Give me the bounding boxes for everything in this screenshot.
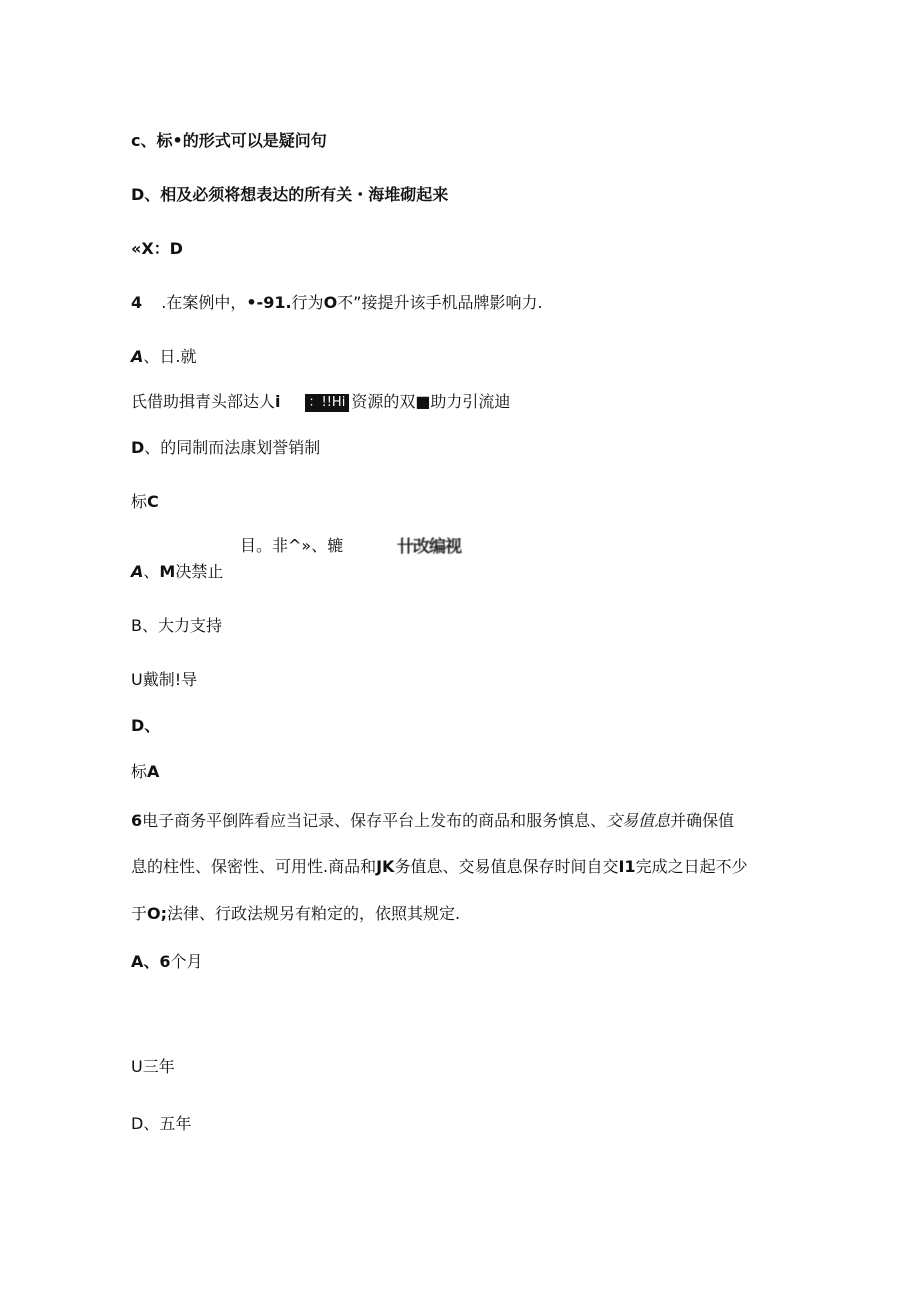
text-run: 行为	[291, 293, 324, 312]
text-run: 完成之日起不少	[635, 857, 748, 876]
text-run: 于	[131, 904, 148, 923]
option-d-text-2	[131, 438, 320, 458]
option-a-text-3	[131, 952, 203, 972]
text-run: 、的同制而法康划誉销制	[144, 438, 321, 457]
text-run: .在案例中，	[161, 293, 247, 312]
text-run: 法律、行政法规另有粕定的，依照其规定.	[167, 904, 461, 923]
text-run: 6	[159, 952, 171, 971]
question-6-line-2	[131, 857, 748, 877]
option-b-text	[131, 392, 510, 412]
answer-line-2	[131, 492, 159, 512]
answer-line	[131, 239, 183, 259]
text-run: O	[323, 293, 338, 312]
text-run: 标	[131, 762, 148, 781]
question-number: 6	[131, 811, 143, 830]
option-c-text-3	[131, 1057, 175, 1077]
option-d-text-3	[131, 716, 160, 736]
text-run: 资源的双■助力引流迪	[351, 392, 511, 411]
question-6-line-3	[131, 904, 460, 924]
text-run: 不”接提升该手机品牌影响力.	[337, 293, 543, 312]
text-run: 个月	[170, 952, 203, 971]
text-run: U三年	[131, 1057, 175, 1076]
text-run: 电子商务平倒阵看应当记录、保存平台上发布的商品和服务慎息、	[142, 811, 607, 830]
answer-letter: A	[147, 762, 160, 781]
text-run: U戴制!导	[131, 670, 198, 689]
text-run: O;	[147, 904, 168, 923]
text-run: M	[159, 562, 176, 581]
text-run: 息的柱性、保密性、可用性.商品和	[131, 857, 377, 876]
text-run: 氏借助揖青头部达人	[131, 392, 276, 411]
text-run: i	[275, 392, 281, 411]
text-run: D、五年	[131, 1114, 192, 1133]
text-run: c、标•的形式可以是疑问句	[131, 131, 327, 150]
question-6-line-1	[131, 811, 734, 831]
question-4	[131, 293, 543, 313]
text-run: I1	[618, 857, 636, 876]
option-d-text	[131, 185, 448, 205]
text-run: 务值息、交易值息保存时间自交	[394, 857, 619, 876]
question-5-fragment	[240, 536, 343, 556]
answer-line-3	[131, 762, 159, 782]
option-letter: A	[131, 562, 144, 581]
text-run: 、	[143, 562, 160, 581]
question-number: 4	[131, 293, 143, 312]
faded-text: 卄改编视	[397, 537, 461, 557]
text-run: «X：D	[131, 239, 183, 258]
text-run: 目。非^»、辘	[240, 536, 344, 555]
text-run: 、日.就	[143, 347, 197, 366]
option-letter: D	[131, 438, 145, 457]
option-c-text	[131, 131, 327, 151]
redacted-block: ：!!Hi	[305, 394, 350, 412]
answer-letter: C	[147, 492, 159, 511]
option-b-text-2	[131, 616, 222, 636]
option-a-text	[131, 347, 196, 367]
option-d-text-4	[131, 1114, 191, 1134]
option-letter: A、	[131, 952, 160, 971]
text-run: 决禁止	[175, 562, 224, 581]
option-a-text-2	[131, 562, 223, 582]
text-run: 标	[131, 492, 148, 511]
text-run: D、	[131, 716, 161, 735]
text-run: JK	[376, 857, 395, 876]
option-letter: A	[131, 347, 144, 366]
text-run: 并确保值	[670, 811, 735, 830]
text-run: •-91.	[246, 293, 292, 312]
text-run: D、相及必须将想表达的所有关・海堆砌起来	[131, 185, 449, 204]
text-run: 交易值息	[606, 811, 671, 830]
text-run: B、大力支持	[131, 616, 222, 635]
option-c-text-2	[131, 670, 197, 690]
